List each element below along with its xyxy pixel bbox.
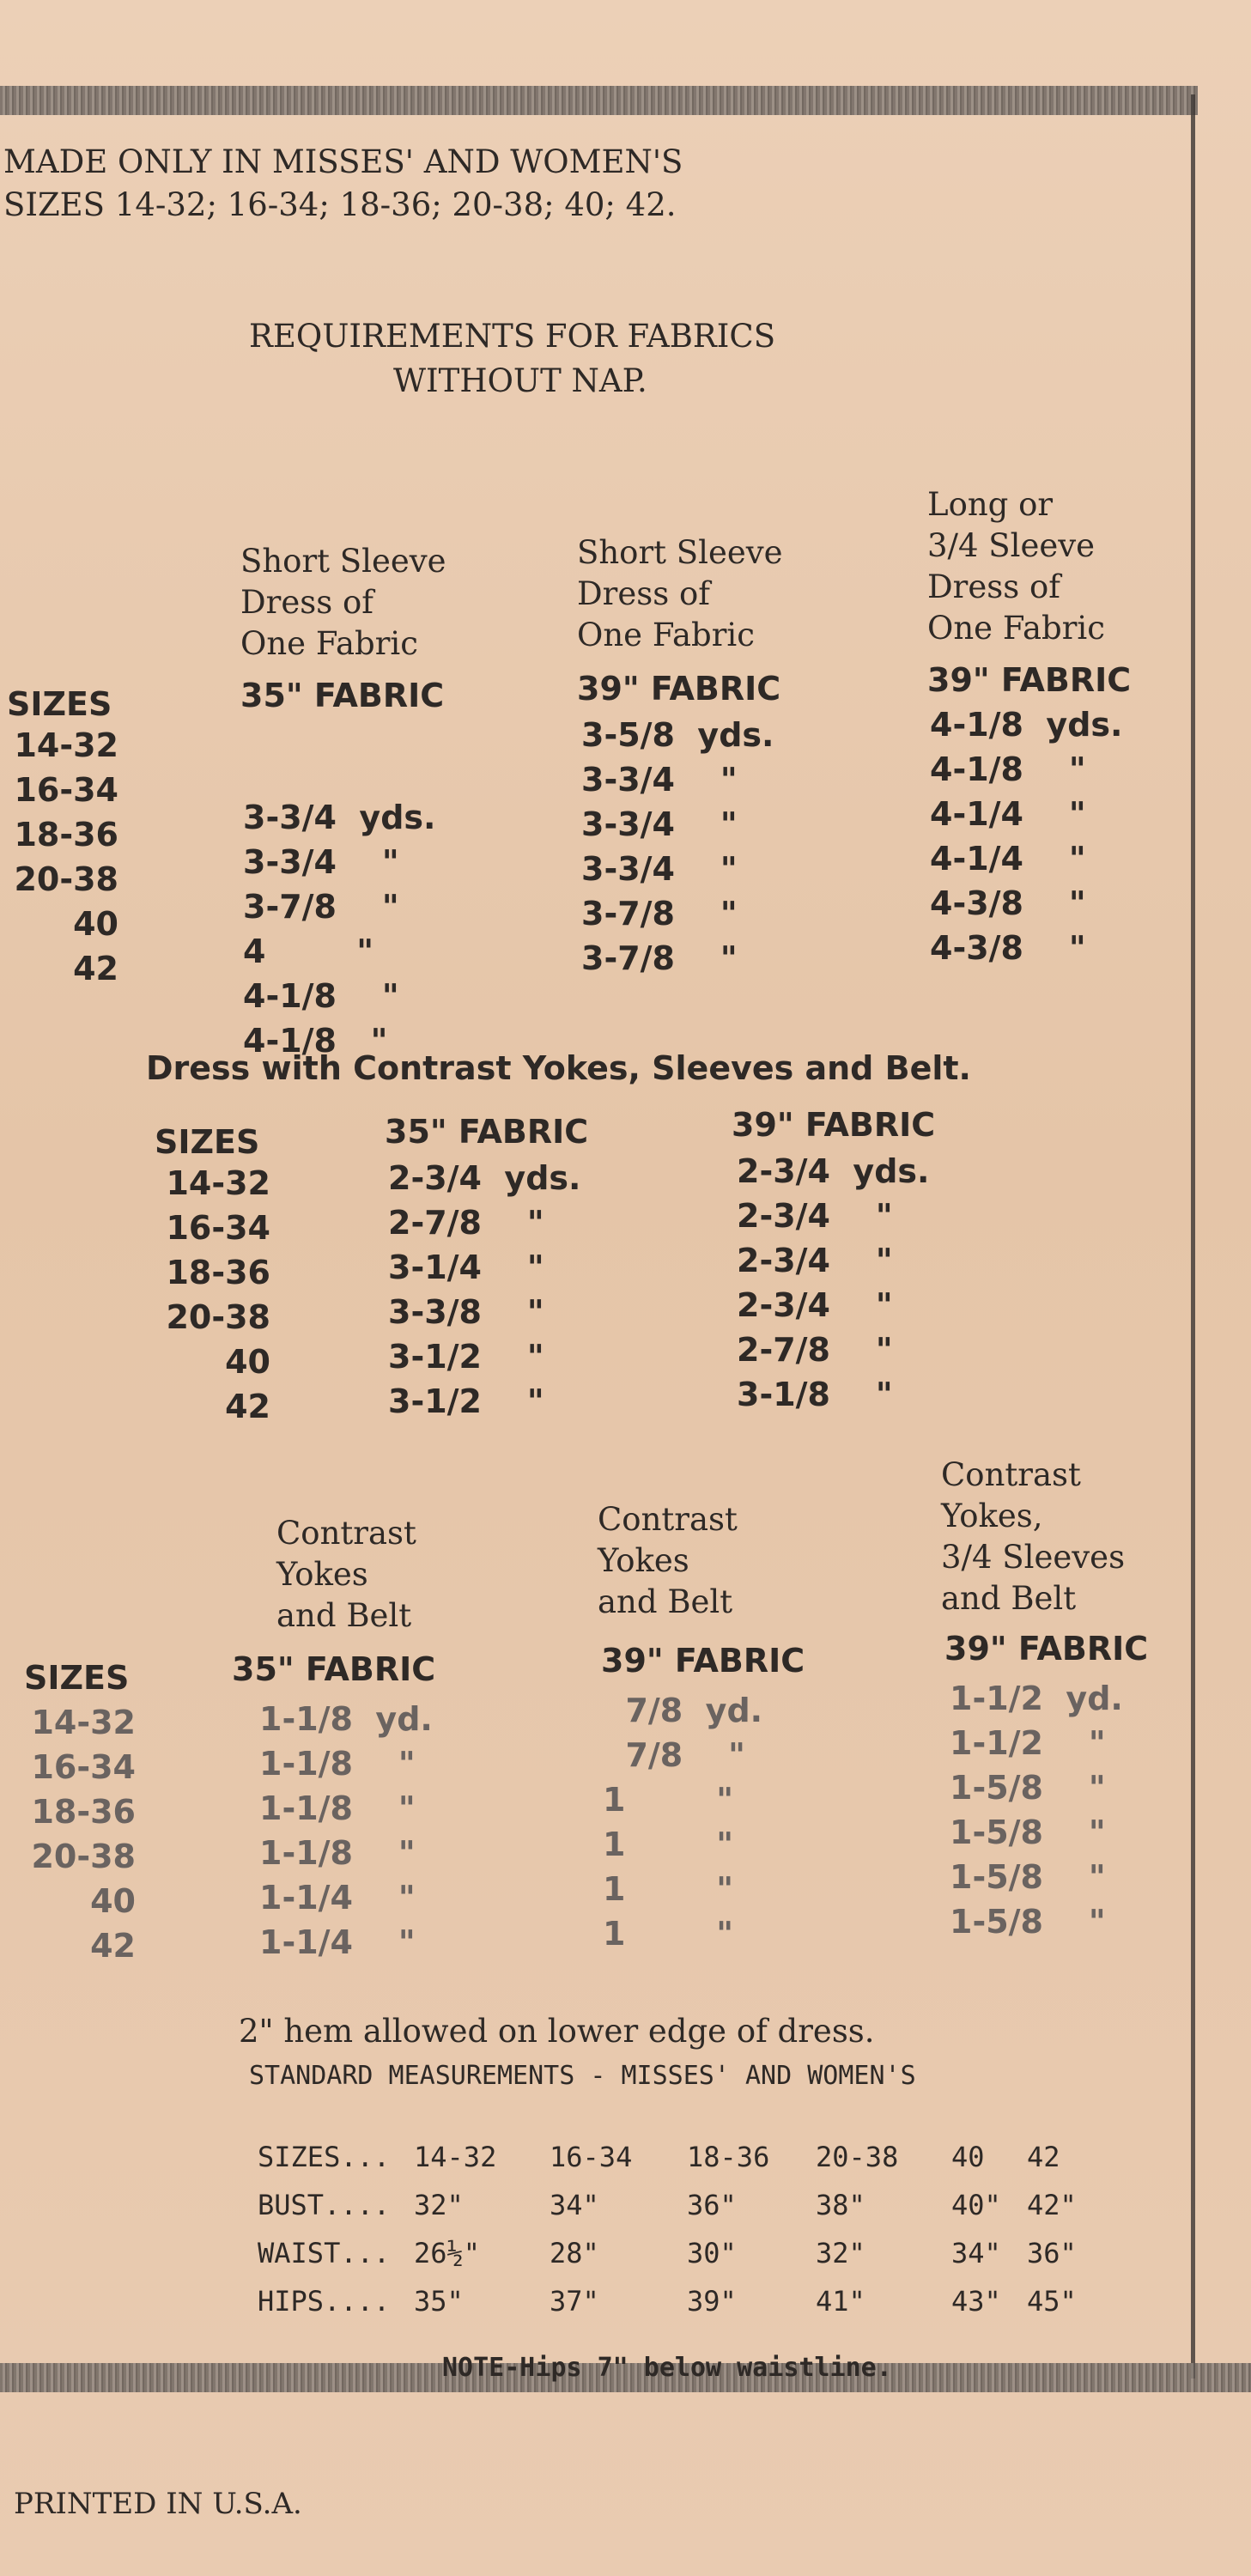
table-row: 16-34 xyxy=(166,1209,270,1247)
hem-note: 2" hem allowed on lower edge of dress. xyxy=(239,2013,875,2050)
requirements-title-1: REQUIREMENTS FOR FABRICS xyxy=(249,318,776,355)
table3-col3-values: 1-1/2 yd. 1-1/2 " 1-5/8 " 1-5/8 " 1-5/8 " 1-5/8 " xyxy=(950,1680,1123,1941)
table-row: 20-38 xyxy=(14,860,118,898)
table-row: 42 xyxy=(225,1388,270,1425)
table-row: 40 xyxy=(73,905,118,943)
table-row: 14-32 xyxy=(14,726,118,764)
table-row: 14-32 xyxy=(31,1704,136,1741)
top-border-bar xyxy=(0,86,1198,115)
table2-title: Dress with Contrast Yokes, Sleeves and Belt. xyxy=(146,1049,971,1087)
table-row: 42 xyxy=(73,950,118,987)
standard-col-6: 42 42" 36" 45" xyxy=(1027,2141,1077,2318)
table-row: 16-34 xyxy=(14,771,118,809)
table-row: 40 xyxy=(90,1882,136,1920)
table1-col3-values: 4-1/8 yds. 4-1/8 " 4-1/4 " 4-1/4 " 4-3/8 " 4-3/8 " xyxy=(930,706,1123,967)
table1-fabric2: 39" FABRIC xyxy=(577,670,781,708)
standard-col-3: 18-36 36" 30" 39" xyxy=(687,2141,770,2318)
standard-col-1: 14-32 32" 26½" 35" xyxy=(414,2141,497,2318)
table2-sizes-label: SIZES xyxy=(155,1123,260,1161)
table1-sizes xyxy=(7,723,118,991)
table3-sizes xyxy=(24,1700,136,1968)
standard-labels: SIZES... BUST.... WAIST... HIPS.... xyxy=(258,2141,391,2318)
table3-col1-values: 1-1/8 yd. 1-1/8 " 1-1/8 " 1-1/8 " 1-1/4 " 1-1/4 " xyxy=(259,1700,433,1961)
standard-col-4: 20-38 38" 32" 41" xyxy=(816,2141,899,2318)
table1-col3-header: Long or 3/4 Sleeve Dress of One Fabric xyxy=(927,486,1105,647)
table-row: 18-36 xyxy=(166,1254,270,1291)
table3-col1-header: Contrast Yokes and Belt xyxy=(276,1515,416,1634)
printed-in-usa: PRINTED IN U.S.A. xyxy=(14,2487,302,2521)
standard-measurements-title: STANDARD MEASUREMENTS - MISSES' AND WOMEN'S xyxy=(249,2061,916,2091)
table3-fabric3: 39" FABRIC xyxy=(944,1630,1149,1668)
table1-col1-values: 3-3/4 yds. 3-3/4 " 3-7/8 " 4 " 4-1/8 " 4-1/8 " xyxy=(243,799,436,1060)
hips-note: NOTE-Hips 7" below waistline. xyxy=(442,2353,892,2383)
standard-col-2: 16-34 34" 28" 37" xyxy=(550,2141,633,2318)
table2-col2-values: 2-3/4 yds. 2-3/4 " 2-3/4 " 2-3/4 " 2-7/8 " 3-1/8 " xyxy=(737,1152,930,1413)
table-row: 40 xyxy=(225,1343,270,1381)
table2-fabric1: 35" FABRIC xyxy=(385,1113,589,1151)
table1-col2-values: 3-5/8 yds. 3-3/4 " 3-3/4 " 3-3/4 " 3-7/8 " 3-7/8 " xyxy=(581,716,774,977)
table-row: 14-32 xyxy=(166,1164,270,1202)
standard-col-5: 40 40" 34" 43" xyxy=(951,2141,1001,2318)
table2-fabric2: 39" FABRIC xyxy=(732,1106,936,1144)
table-row: 18-36 xyxy=(31,1793,136,1831)
intro-line-1: MADE ONLY IN MISSES' AND WOMEN'S xyxy=(3,143,683,180)
intro-line-2: SIZES 14-32; 16-34; 18-36; 20-38; 40; 42. xyxy=(3,186,677,223)
table2-col1-values: 2-3/4 yds. 2-7/8 " 3-1/4 " 3-3/8 " 3-1/2 " 3-1/2 " xyxy=(388,1159,581,1420)
table1-fabric3: 39" FABRIC xyxy=(927,661,1132,699)
table3-fabric1: 35" FABRIC xyxy=(232,1650,436,1688)
table-row: 16-34 xyxy=(31,1748,136,1786)
table2-sizes xyxy=(155,1161,270,1429)
table3-col2-values: 7/8 yd. 7/8 " 1 " 1 " 1 " 1 " xyxy=(603,1692,763,1953)
table1-sizes-label: SIZES xyxy=(7,685,112,723)
table-row: 42 xyxy=(90,1927,136,1965)
table-row: 20-38 xyxy=(166,1298,270,1336)
table3-col3-header: Contrast Yokes, 3/4 Sleeves and Belt xyxy=(941,1456,1126,1617)
right-border-line xyxy=(1191,94,1195,2379)
table1-col2-header: Short Sleeve Dress of One Fabric xyxy=(577,534,783,653)
table3-sizes-label: SIZES xyxy=(24,1659,130,1697)
table-row: 20-38 xyxy=(31,1838,136,1875)
table-row: 18-36 xyxy=(14,816,118,854)
table1-fabric1: 35" FABRIC xyxy=(240,677,445,714)
table3-fabric2: 39" FABRIC xyxy=(601,1642,805,1680)
requirements-title-2: WITHOUT NAP. xyxy=(393,362,647,399)
table3-col2-header: Contrast Yokes and Belt xyxy=(598,1501,738,1620)
table1-col1-header: Short Sleeve Dress of One Fabric xyxy=(240,543,446,662)
